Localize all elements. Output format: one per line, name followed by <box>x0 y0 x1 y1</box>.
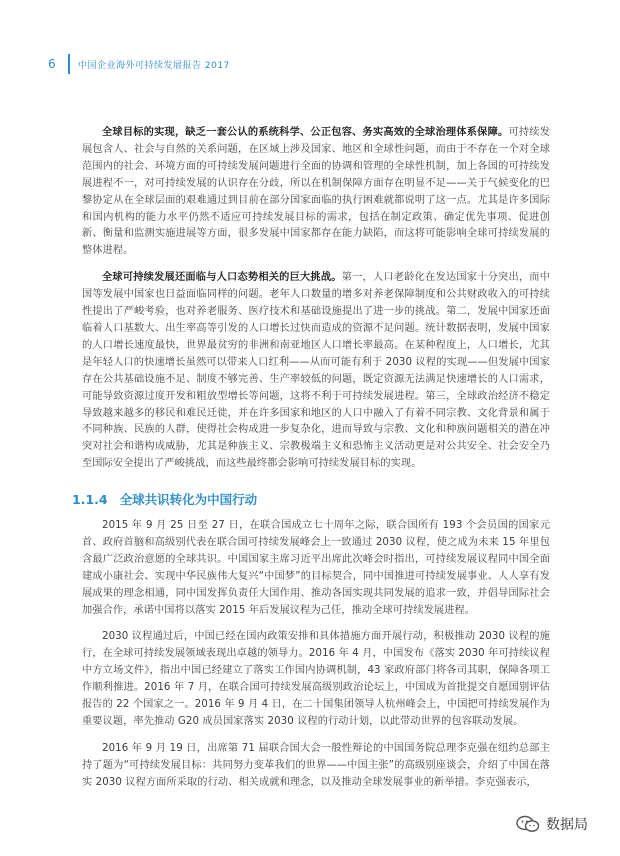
paragraph-lead: 全球目标的实现，缺乏一套公认的系统科学、公正包容、务实高效的全球治理体系保障。 <box>102 127 509 138</box>
section-title: 全球共识转化为中国行动 <box>119 492 258 507</box>
section-heading <box>72 490 257 508</box>
section-number: 1.1.4 <box>72 491 108 507</box>
paragraph-governance <box>82 125 550 260</box>
body-bottom <box>82 518 550 802</box>
paragraph-population <box>82 270 550 473</box>
watermark-label: 数据局 <box>546 817 588 833</box>
paragraph-text: 第一，人口老龄化在发达国家十分突出，而中国等发展中国家也日益面临同样的问题。老年人口数量的增多对养老保障制度和公共财政收入的可持续性提出了严峻考验，也对养老服务、医疗技术和基础设施提出了进一步的挑战。第二，发展中国家还面临着人口基数大、出生率高等引发的人口增长过快而造成的资源不足问题。统计数据表明，发展中国家的人口增长速度最快，世界最贫穷的非洲和南亚地区人口增长率最高。在某种程度上，人口增长，尤其是年轻人口的快速增长虽然可以带来人口红利——从而可能有利于 2030 议程的实现——但发展中国家存在公共基础设施不足、制度不够完善、生产率较低的问题，既定资源无法满足快速增长的人口需求，可能导致资源过度开发和粗放型增长等问题，这将不利于可持续发展进程。第三，全球政治经济不稳定导致越来越多的移民和难民迁徙，并在许多国家和地区的人口中融入了有着不同宗教、文化背景和属于不同种族、民族的人群，使得社会构成进一步复杂化，进而导致与宗教、文化和种族问题相关的潜在冲突对社会和谐构成威胁，尤其是种族主义、宗教极端主义和恐怖主义活动更是对公共安全、社会安全乃至国际安全提出了严峻挑战，而这些最终都会影响可持续发展目标的实现。 <box>82 272 550 470</box>
watermark <box>516 814 588 834</box>
body-top <box>82 125 550 483</box>
page-header <box>48 54 230 74</box>
page-number: 6 <box>48 57 56 71</box>
report-title: 中国企业海外可持续发展报告 2017 <box>78 60 230 71</box>
paragraph-summit: 2015 年 9 月 25 日至 27 日，在联合国成立七十周年之际，联合国所有 193 个会员国的国家元首、政府首脑和高级别代表在联合国可持续发展峰会上一致通过 2030 议程，使之成为未来 15 年里包含最广泛政治意愿的全球共识。中国国家主席习近平出席此次峰会时指出，可持续发展议程同中国全面建成小康社会、实现中华民族伟大复兴“中国梦”的目标契合，同中国推进可持续发展事业、人人享有发展成果的理念相通，同中国发挥负责任大国作用、推动各国实现共同发展的追求一致，并倡导国际社会加强合作，承诺中国将以落实 2015 年后发展议程为己任，推动全球可持续发展进程。 <box>82 520 550 616</box>
paragraph-text: 可持续发展包含人、社会与自然的关系问题，在区域上涉及国家、地区和全球性问题，而由于不存在一个对全球范围内的社会、环境方面的可持续发展问题进行全面的协调和管理的全球性机制，加上各国的可持续发展进程不一，对可持续发展的认识存在分歧，所以在机制保障方面存在明显不足——关于气候变化的巴黎协定从在全球层面的艰难通过到目前在部分国家面临的执行困难就都说明了这一点。尤其是许多国际和国内机构的能力水平仍然不适应可持续发展目标的需求，包括在制定政策、确定优先事项、促进创新、衡量和监测实施进展等方面，很多发展中国家都存在能力缺陷，而这将可能影响全球可持续发展的整体进程。 <box>82 127 550 257</box>
paragraph-lead: 全球可持续发展还面临与人口态势相关的巨大挑战。 <box>102 272 342 284</box>
wechat-icon <box>516 815 540 833</box>
paragraph-un-assembly: 2016 年 9 月 19 日，出席第 71 届联合国大会一般性辩论的中国国务院总理李克强在纽约总部主持了题为“可持续发展目标：共同努力变革我们的世界——中国主张”的高级别座谈会，介绍了中国在落实 2030 议程方面所采取的行动、相关成就和理念，以及推动全球发展事业的新举措。李克强表示， <box>82 742 550 788</box>
paragraph-policy: 2030 议程通过后，中国已经在国内政策安排和具体措施方面开展行动，积极推动 2030 议程的施行，在全球可持续发展领域表现出卓越的领导力。2016 年 4 月，中国发布《落实 2030 年可持续议程中方立场文件》，指出中国已经建立了落实工作国内协调机制，43 家政府部门将各司其职，保障各项工作顺利推进。2016 年 7 月，在联合国可持续发展高级别政治论坛上，中国成为首批提交自愿国别评估报告的 22 个国家之一。2016 年 9 月 4 日，在二十国集团领导人杭州峰会上，中国把可持续发展作为重要议题，率先推动 G20 成员国家落实 2030 议程的行动计划，以此带动世界的包容联动发展。 <box>82 631 550 727</box>
header-divider <box>68 54 70 74</box>
